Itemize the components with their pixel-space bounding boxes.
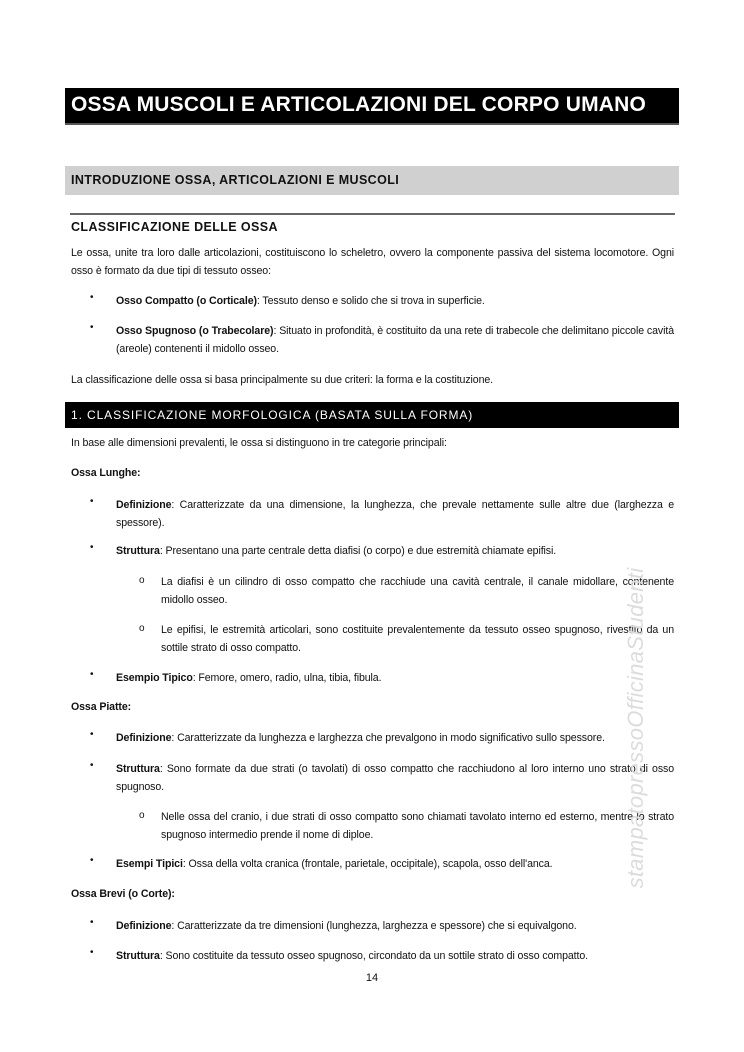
long-esempio [116,669,674,687]
subheading: CLASSIFICAZIONE DELLE OSSA [71,220,278,234]
sub-bullet-icon: o [139,623,145,634]
bullet-label: Esempio Tipico [116,672,193,684]
document-title: OSSA MUSCOLI E ARTICOLAZIONI DEL CORPO UMANO [71,93,647,116]
intro-paragraph: Le ossa, unite tra loro dalle articolazioni, costituiscono lo scheletro, ovvero la componente passiva del sistema locomotore. Ogni osso è formato da due tipi di tessuto osseo: [71,247,674,277]
section-morph-heading: 1. CLASSIFICAZIONE MORFOLOGICA (BASATA SULLA FORMA) [71,408,474,422]
bullet-icon: • [90,669,94,680]
bullet-icon: • [90,542,94,553]
bullet-text: : Sono costituite da tessuto osseo spugnoso, circondato da un sottile strato di osso compatto. [159,950,588,962]
long-struttura [116,542,674,560]
bullet-osso-spugnoso [116,322,674,358]
bullet-label: Definizione [116,920,172,932]
divider [70,213,675,215]
flat-struttura [116,760,674,796]
flat-bones-heading: Ossa Piatte: [71,701,132,713]
bullet-text: : Caratterizzate da una dimensione, la lunghezza, che prevale nettamente sulle altre due (larghezza e spessore). [116,499,674,529]
bullet-text: : Presentano una parte centrale detta diafisi (o corpo) e due estremità chiamate epifisi. [159,545,557,557]
bullet-icon: • [90,760,94,771]
bullet-icon: • [90,917,94,928]
section-morph-bar [65,402,679,428]
bullet-text: : Caratterizzate da lunghezza e larghezza che prevalgono in modo significativo sullo spessore. [171,732,605,744]
long-definizione [116,496,674,532]
short-bones-heading: Ossa Brevi (o Corte): [71,888,175,900]
short-definizione [116,917,674,935]
page-number: 14 [365,972,379,984]
bullet-label: Struttura [116,950,160,962]
short-struttura [116,947,674,965]
bullet-label: Struttura [116,545,160,557]
sub-bullet-icon: o [139,810,145,821]
flat-definizione [116,729,674,747]
bullet-text: : Ossa della volta cranica (frontale, parietale, occipitale), scapola, osso dell'anca. [182,858,553,870]
bullet-text: : Femore, omero, radio, ulna, tibia, fibula. [192,672,382,684]
bullet-text: : Tessuto denso e solido che si trova in superficie. [256,295,485,307]
long-sub-diafisi: La diafisi è un cilindro di osso compatto che racchiude una cavità centrale, il canale midollare, contenente midollo osseo. [161,576,674,606]
bullet-icon: • [90,729,94,740]
bullet-text: : Caratterizzate da tre dimensioni (lunghezza, larghezza e spessore) che si equivalgono. [171,920,577,932]
section-intro-heading: INTRODUZIONE OSSA, ARTICOLAZIONI E MUSCOLI [71,173,400,187]
bullet-icon: • [90,947,94,958]
bullet-icon: • [90,496,94,507]
document-title-bar [65,88,679,125]
bullet-label: Struttura [116,763,160,775]
long-bones-heading: Ossa Lunghe: [71,467,141,479]
bullet-text: : Sono formate da due strati (o tavolati) di osso compatto che racchiudono al loro interno uno strato di osso spugnoso. [116,763,674,793]
section-intro-bar [65,166,679,195]
bullet-icon: • [90,322,94,333]
bullet-osso-compatto [116,292,674,310]
sub-bullet-icon: o [139,575,145,586]
morph-intro: In base alle dimensioni prevalenti, le ossa si distinguono in tre categorie principali: [71,437,447,449]
bullet-text: : Situato in profondità, è costituito da una rete di trabecole che delimitano piccole cavità (areole) contenenti il midollo osseo. [116,325,674,355]
bullet-icon: • [90,855,94,866]
bullet-label: Definizione [116,499,172,511]
bullet-label: Esempi Tipici [116,858,183,870]
long-sub-epifisi: Le epifisi, le estremità articolari, sono costituite prevalentemente da tessuto osseo spugnoso, rivestito da un sottile strato di osso compatto. [161,624,674,654]
bullet-label: Definizione [116,732,172,744]
bullet-label: Osso Spugnoso (o Trabecolare) [116,325,274,337]
flat-sub-cranio: Nelle ossa del cranio, i due strati di osso compatto sono chiamati tavolato interno ed esterno, mentre lo strato spugnoso intermedio prende il nome di diploe. [161,811,674,841]
bullet-icon: • [90,292,94,303]
bullet-label: Osso Compatto (o Corticale) [116,295,257,307]
flat-esempi [116,855,674,873]
criteria-paragraph: La classificazione delle ossa si basa principalmente su due criteri: la forma e la costituzione. [71,374,494,386]
watermark: stampatopressoOfficinaStudenti [623,567,648,889]
